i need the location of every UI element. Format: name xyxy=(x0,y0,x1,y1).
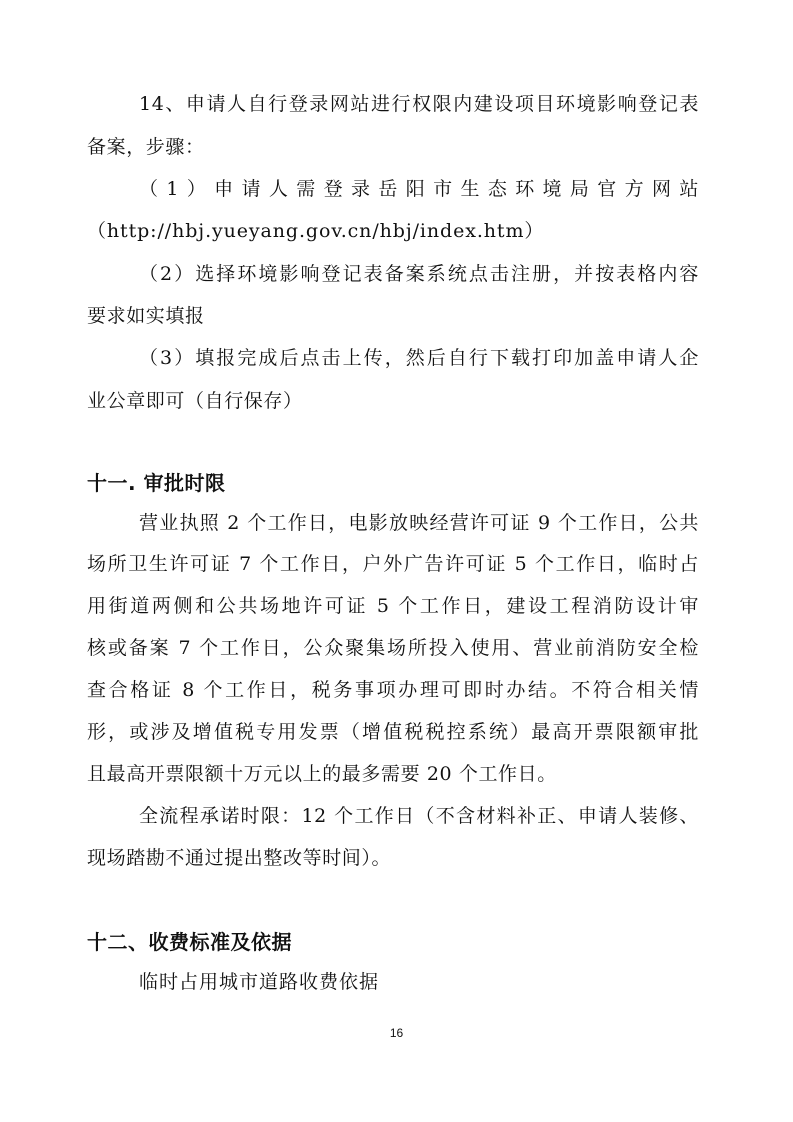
section-11-p1-line-1: 营业执照 2 个工作日，电影放映经营许可证 9 个工作日，公共 xyxy=(139,512,699,534)
page-number: 16 xyxy=(389,1026,404,1040)
section-11-p1-line-4: 核或备案 7 个工作日，公众聚集场所投入使用、营业前消防安全检 xyxy=(87,637,699,659)
section-14-line-1: 14、申请人自行登录网站进行权限内建设项目环境影响登记表 xyxy=(139,93,699,115)
section-14-line-8: 业公章即可（自行保存） xyxy=(87,390,303,412)
section-14-line-7: （3）填报完成后点击上传，然后自行下载打印加盖申请人企 xyxy=(139,347,699,369)
section-14-line-6: 要求如实填报 xyxy=(87,305,205,327)
section-11-p2-line-1: 全流程承诺时限：12 个工作日（不含材料补正、申请人装修、 xyxy=(139,805,699,827)
section-12-subheading: 临时占用城市道路收费依据 xyxy=(139,971,380,993)
section-14-line-5: （2）选择环境影响登记表备案系统点击注册，并按表格内容 xyxy=(139,263,699,285)
section-11-p1-line-6: 形，或涉及增值税专用发票（增值税税控系统）最高开票限额审批 xyxy=(87,721,699,743)
section-14-line-4-url: （http://hbj.yueyang.gov.cn/hbj/index.htm） xyxy=(87,220,545,242)
section-11-p1-line-2: 场所卫生许可证 7 个工作日，户外广告许可证 5 个工作日，临时占 xyxy=(87,553,699,575)
section-14-line-3: （1）申请人需登录岳阳市生态环境局官方网站 xyxy=(139,178,699,200)
section-11-heading: 十一. 审批时限 xyxy=(87,471,226,495)
section-11-p1-line-7: 且最高开票限额十万元以上的最多需要 20 个工作日。 xyxy=(87,763,557,785)
section-12-heading: 十二、收费标准及依据 xyxy=(87,930,292,954)
section-14-line-2: 备案，步骤： xyxy=(87,136,205,158)
section-11-p1-line-5: 查合格证 8 个工作日，税务事项办理可即时办结。不符合相关情 xyxy=(87,679,699,701)
section-11-p1-line-3: 用街道两侧和公共场地许可证 5 个工作日，建设工程消防设计审 xyxy=(87,595,699,617)
section-11-p2-line-2: 现场踏勘不通过提出整改等时间）。 xyxy=(87,847,392,869)
